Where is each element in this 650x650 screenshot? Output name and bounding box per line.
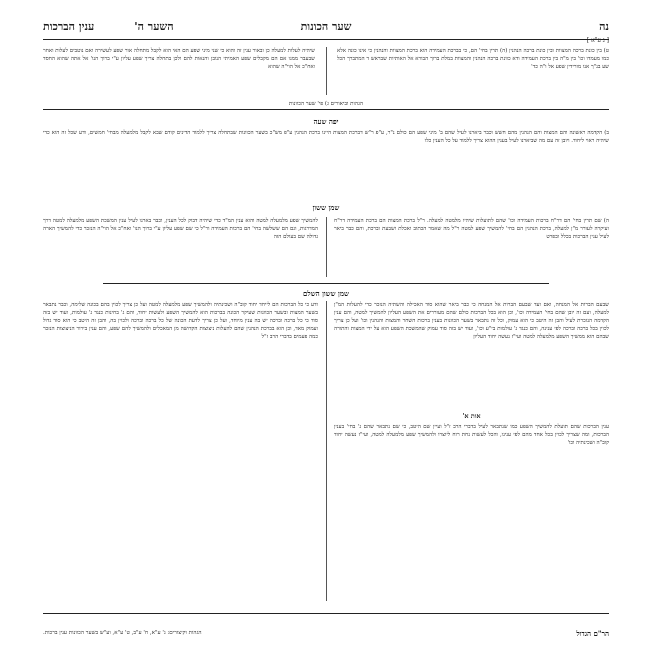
section3-text-right: שבעם הברות אל המנחה, ואם ועד שבעם הברות אל המנחה כי כבר ביאר שהוא סוד האכילה והשתיה הנזכר כדי להעלות המ"ן למעלה, ועם זה יובן שהם בחי' העמידה וכו', וכן הוא בכל הברכות כולם שהם מעוררים את השפע העליון להמשיך למטה, והם ענין הקדמה הנזכרת לעיל והבן זה היטב כי הוא עמוק, וכל זה נתבאר בשער הכוונות בענין ברכות השחר והמצות והנהנין וכו' ועל כן צריך לכוין בכל ברכה וברכה לפי ענינה, והם כנגד ג' עולמות בי"ע וכו', ועוד יש בזה סוד עמוק שהמשכת השפע הוא על ידי המצות והתורה שבהם הוא ממשיך השפע מלמעלה למטה ועי"ז נעשה יחוד העליון: [334, 302, 609, 340]
running-head-left: [43, 20, 174, 33]
section1-title: יפה שעה: [313, 117, 339, 126]
section3-text-left: ודע כי כל הברכות הם לייחד יחוד קוב"ה ושכינתיה ולהמשיך שפע מלמעלה למטה ועל כן צריך לכוין בהם בכונה שלימה, וכבר נתבאר בשער המצות ובשער הכוונות שעיקר הכונה בברכות הוא להמשיך השפע ולעשות יחוד, והם ג' בחינות כנגד ג' עולמות, ועוד יש בזה סוד כי כל ברכה וברכה יש בה ענין מיוחד, ועל כן צריך לדעת הכונה של כל ברכה וברכה ולכוין בה, והבן זה היטב כי הוא סוד גדול ועמוק מאד, וכן הוא בברכת הנהנין שהם להעלות ניצוצות הקדושה מן המאכלים ולהמשיך להם שפע, והם ענין בירור הניצוצות הנזכר כמה פעמים בדברי הרב ז"ל: [43, 302, 318, 340]
main-text-right-column: ט) בין כונת ברכה המצוות ובין כונת ברכה הנהנין (ה) תרין בחי' הם, כי בברכת העמידה הוא ברכת המצוות והנהנין כי אינו כונה אלא כמו מעמדו וכו' בין מ"ה בין ברכת העמידה ודא כוונת ברכה הנהנין והמצוות במלת ברוך הבורא אל האותיות שבראש ד המתברך הכל שע בנ"ך אנו מורידין שפע אל ו"ה כד': [337, 48, 609, 70]
footer-title: הר"ם הגדול: [576, 628, 609, 638]
folio-ref: [ ג ע"א ]: [586, 37, 609, 44]
header-rule: [43, 39, 609, 40]
footer-rule: [43, 613, 609, 614]
section1-text: ב) הקדמה ראשונה והם המצות והם הנהנין מהם חשש וכבר ביארנו לעיל שהם ב' מיני שפע הם כולם נ"ר, ע"פ ר"ש דברכת המצות היינו ברכת הנהנין ע"פ מש"כ בשער הכוונות שבתחלה צריך ללמוד הדינים קודם שבא לקבל מלמעלה מבחי' חמשים, ודע שכל זה הוא כדי שיהיה ראוי ליחוד. ויובן זה עם מה שביארנו לעיל בענין ההוא צריך ללמוד על כל הענין כלו: [43, 130, 609, 144]
main-text-left-column: שיהיה לעלות למעלה כן ובאור ענין זה והוא כי שני מיני שפע הם האי הוא לקבל מתחלה אור שפע לעשירה ואם נוטבים לעלות ואחר שבעבר ממנו אם הם מקבלים שפע האמיתי הנובן והנאות להם ולכן בתחלה צריך שפע עליון ע"י ברוך הנו' אל אתה שהוא החסד ואח"כ אל הוי"ה שהוא: [43, 48, 315, 70]
section2-divider: [326, 217, 327, 277]
column-divider: [326, 47, 327, 95]
section2-text-left: להמשיך שפע מלמעלה למטה והוא ענין המ"ד כדי שיהיה דבוק לכל הענין, וכבר בארנו לעיל ענין המשכת השפע מלמעלה למטה דרך המדרגות, וגם הם ששלשה בחי' הם ברכות העמידה ור"ל כי שם שפע עליון ע"י ברוך הנו' ואח"כ אל הוי"ה הנזכר כדי להמשיך הארה גדולה שם בעולם הזה: [43, 218, 318, 240]
section3-divider: [326, 301, 327, 601]
section-title: שער הכונות: [300, 19, 352, 33]
section2-title: שמן ששון: [312, 203, 340, 212]
section3-text-mid: ענין הברכות שהם תועלת להמשיך השפע כמו שנתבאר לעיל בדברי הרב ז"ל ועיין שם היטב, כי שם נתבאר שהם ג' בחי' בענין הברכות, ומה שצריך לכוין בכל אחד מהם לפי ענינו, והכל לעשות נחת רוח ליוצרו ולהמשיך שפע מלמעלה למטה, ועי"ז נעשה יחוד קוב"ה ושכינתיה וכו': [334, 424, 609, 446]
section3-sub-heading: אות א': [462, 412, 481, 420]
notes-caption: הגהות וביאורים ג) פי' שער הכוונות: [288, 101, 364, 107]
section2-text-right: ה) שם תרין בחי' הם דר"ח ברכות העמידה וכו' שהם לתועלות שיהיו מלמטה למעלה. ר"ל ברכת המצות הם ברכת העמידה דר"ח ועיקרה לעורר מ"ן למעלה, ברכת הנהנין הם בחי' להמשיך שפע למטה ר"ל מה שאמר הכתוב ואכלת ושבעת וברכת, והם כבר ביאר לעיל ענין הברכות בכלל ובפרט: [334, 218, 609, 240]
running-head: [43, 17, 609, 35]
footer-refs: הגהות וקיצורים: ג' ע"א, ח' ע"ב, ט' ע"א, וע"ש בשער הכוונות ענין ברכות.: [43, 630, 202, 636]
topic-title: ענין הברכות: [43, 19, 95, 33]
page: [43, 17, 609, 639]
section3-title: שמן ששון השלם: [303, 289, 349, 298]
gate-title: השער ה': [134, 19, 174, 33]
footer: [43, 627, 609, 639]
page-number: נה: [599, 19, 609, 33]
section3-rule: [103, 283, 549, 284]
notes-rule: [43, 109, 609, 110]
